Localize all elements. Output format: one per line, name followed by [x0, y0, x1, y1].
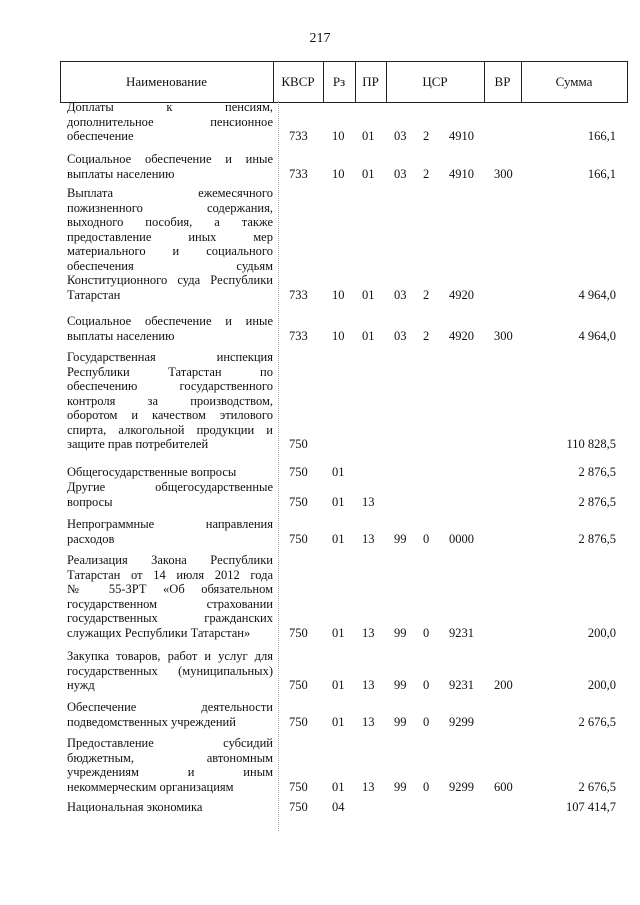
row-name: [67, 700, 273, 729]
cell-c1: 03: [394, 287, 407, 302]
table-row: [60, 152, 628, 181]
row-name: [67, 517, 273, 546]
table-row: [60, 465, 628, 480]
table-row: [60, 314, 628, 343]
table-row: [60, 517, 628, 546]
row-name: [67, 800, 273, 815]
header-csr: ЦСР: [422, 74, 448, 89]
row-name-line: Предоставление субсидий: [67, 736, 273, 750]
row-name: [67, 100, 273, 144]
cell-sum: 166,1: [587, 166, 616, 181]
cell-pr: 13: [362, 531, 375, 546]
cell-c2: 0: [423, 714, 430, 729]
row-name-line: Республики Татарстан по: [67, 364, 273, 379]
row-name-line: спирта, алкогольной продукции и: [67, 422, 273, 437]
cell-c1: 03: [394, 129, 407, 143]
cell-pr: 01: [362, 129, 375, 143]
row-name-line: оборотом и качеством этилового: [67, 408, 273, 422]
cell-pr: 13: [362, 625, 375, 640]
row-name: [67, 553, 273, 640]
cell-c3: 4910: [449, 129, 474, 143]
row-name-line: защите прав потребителей: [67, 437, 209, 451]
header-kvsr: КВСР: [281, 74, 315, 89]
row-name-line: выходного пособия, а также: [67, 215, 273, 229]
row-name-line: подведомственных учреждений: [67, 714, 236, 729]
row-name-line: Закупка товаров, работ и услуг для: [67, 649, 273, 663]
cell-c1: 99: [394, 625, 407, 640]
row-name-line: Татарстан: [67, 287, 121, 302]
header-rz: Рз: [332, 74, 346, 89]
row-name-line: бюджетным, автономным: [67, 750, 273, 765]
row-name-line: государственном страховании: [67, 596, 273, 611]
table-row: [60, 100, 628, 144]
cell-vr: 300: [494, 328, 513, 343]
cell-rz: 01: [332, 678, 345, 692]
row-name-line: государственных гражданских: [67, 611, 273, 625]
row-name-line: Социальное обеспечение и иные: [67, 314, 273, 328]
cell-pr: 13: [362, 494, 375, 509]
row-name-line: дополнительное пенсионное: [67, 114, 273, 129]
cell-kvsr: 733: [289, 166, 308, 181]
row-name-line: Общегосударственные вопросы: [67, 465, 237, 479]
row-name-line: Конституционного суда Республики: [67, 273, 273, 287]
table-row: [60, 649, 628, 693]
cell-pr: 13: [362, 714, 375, 729]
cell-c1: 99: [394, 779, 407, 794]
row-name: [67, 186, 273, 302]
row-name: [67, 350, 273, 452]
cell-c2: 0: [423, 678, 430, 692]
row-name-line: обеспечения судьям: [67, 258, 273, 273]
cell-rz: 01: [332, 465, 345, 479]
row-name: [67, 314, 273, 343]
table-row: [60, 350, 628, 452]
row-name-line: предоставление иных мер: [67, 229, 273, 244]
row-name-line: обеспечение: [67, 129, 134, 143]
row-name-line: Непрограммные направления: [67, 517, 273, 531]
cell-rz: 10: [332, 166, 345, 181]
row-name-line: служащих Республики Татарстан»: [67, 625, 251, 640]
cell-sum: 107 414,7: [566, 800, 616, 814]
cell-c3: 4920: [449, 328, 474, 343]
cell-c1: 03: [394, 166, 407, 181]
row-name: [67, 649, 273, 693]
cell-sum: 4 964,0: [578, 328, 616, 343]
row-name-line: № 55-ЗРТ «Об обязательном: [67, 582, 273, 596]
cell-c2: 2: [423, 328, 430, 343]
header-border: [627, 62, 628, 102]
row-name-line: выплаты населению: [67, 328, 175, 343]
cell-kvsr: 750: [289, 678, 308, 692]
row-name-line: Выплата ежемесячного: [67, 186, 273, 200]
cell-c2: 0: [423, 531, 430, 546]
row-name-line: Татарстан от 14 июля 2012 года: [67, 567, 273, 582]
cell-pr: 13: [362, 678, 375, 692]
row-name-line: расходов: [67, 531, 115, 546]
cell-rz: 01: [332, 625, 345, 640]
cell-kvsr: 733: [289, 328, 308, 343]
cell-c1: 99: [394, 531, 407, 546]
cell-sum: 2 676,5: [578, 779, 616, 794]
cell-c2: 2: [423, 166, 430, 181]
header-sum: Сумма: [555, 74, 593, 89]
row-name-line: Другие общегосударственные: [67, 480, 273, 494]
cell-pr: 01: [362, 328, 375, 343]
cell-c2: 0: [423, 779, 430, 794]
cell-kvsr: 750: [289, 531, 308, 546]
header-name: Наименование: [126, 74, 207, 89]
cell-c1: 99: [394, 714, 407, 729]
cell-kvsr: 750: [289, 494, 308, 509]
cell-kvsr: 733: [289, 129, 308, 143]
cell-kvsr: 733: [289, 287, 308, 302]
cell-pr: 13: [362, 779, 375, 794]
cell-vr: 600: [494, 779, 513, 794]
cell-sum: 2 676,5: [578, 714, 616, 729]
cell-sum: 4 964,0: [578, 287, 616, 302]
cell-pr: 01: [362, 287, 375, 302]
cell-c1: 99: [394, 678, 407, 692]
cell-sum: 2 876,5: [578, 465, 616, 479]
table-header: [60, 61, 628, 103]
row-name-line: контроля за производством,: [67, 393, 273, 408]
table-row: [60, 736, 628, 794]
cell-sum: 200,0: [587, 625, 616, 640]
row-name-line: вопросы: [67, 494, 113, 509]
cell-c3: 9299: [449, 714, 474, 729]
row-name: [67, 152, 273, 181]
cell-c3: 4910: [449, 166, 474, 181]
cell-sum: 2 876,5: [578, 531, 616, 546]
row-name: [67, 465, 273, 480]
cell-rz: 01: [332, 494, 345, 509]
cell-vr: 300: [494, 166, 513, 181]
row-name-line: Национальная экономика: [67, 800, 203, 814]
cell-sum: 200,0: [587, 678, 616, 692]
page-number: 217: [309, 31, 331, 46]
row-name-line: Обеспечение деятельности: [67, 700, 273, 714]
row-name: [67, 480, 273, 509]
cell-rz: 04: [332, 800, 345, 814]
cell-pr: 01: [362, 166, 375, 181]
cell-rz: 01: [332, 779, 345, 794]
table-row: [60, 800, 628, 815]
cell-rz: 01: [332, 531, 345, 546]
cell-rz: 10: [332, 287, 345, 302]
cell-sum: 2 876,5: [578, 494, 616, 509]
row-name-line: учреждениям и иным: [67, 765, 273, 779]
table-row: [60, 700, 628, 729]
cell-kvsr: 750: [289, 437, 308, 451]
row-name-line: государственных (муниципальных): [67, 663, 273, 678]
cell-vr: 200: [494, 678, 513, 692]
cell-kvsr: 750: [289, 465, 308, 479]
row-name-line: обеспечению государственного: [67, 379, 273, 393]
cell-kvsr: 750: [289, 714, 308, 729]
cell-rz: 10: [332, 328, 345, 343]
row-name-line: Государственная инспекция: [67, 350, 273, 364]
cell-kvsr: 750: [289, 625, 308, 640]
cell-c1: 03: [394, 328, 407, 343]
header-pr: ПР: [362, 74, 379, 89]
cell-c2: 0: [423, 625, 430, 640]
cell-c3: 9231: [449, 625, 474, 640]
row-name: [67, 736, 273, 794]
table-row: [60, 480, 628, 509]
cell-c2: 2: [423, 287, 430, 302]
row-name-line: Социальное обеспечение и иные: [67, 152, 273, 166]
cell-c3: 9299: [449, 779, 474, 794]
cell-sum: 110 828,5: [566, 437, 616, 451]
row-name-line: Реализация Закона Республики: [67, 553, 273, 567]
table-row: [60, 186, 628, 302]
cell-kvsr: 750: [289, 779, 308, 794]
cell-rz: 01: [332, 714, 345, 729]
cell-kvsr: 750: [289, 800, 308, 814]
row-name-line: пожизненного содержания,: [67, 200, 273, 215]
row-name-line: некоммерческим организациям: [67, 779, 234, 794]
cell-sum: 166,1: [587, 129, 616, 143]
row-name-line: Доплаты к пенсиям,: [67, 100, 273, 114]
row-name-line: нужд: [67, 678, 95, 692]
cell-rz: 10: [332, 129, 345, 143]
row-name-line: материального и социального: [67, 244, 273, 258]
table-row: [60, 553, 628, 640]
cell-c3: 9231: [449, 678, 474, 692]
cell-c3: 0000: [449, 531, 474, 546]
cell-c3: 4920: [449, 287, 474, 302]
header-vr: ВР: [494, 74, 511, 89]
row-name-line: выплаты населению: [67, 166, 175, 181]
cell-c2: 2: [423, 129, 430, 143]
